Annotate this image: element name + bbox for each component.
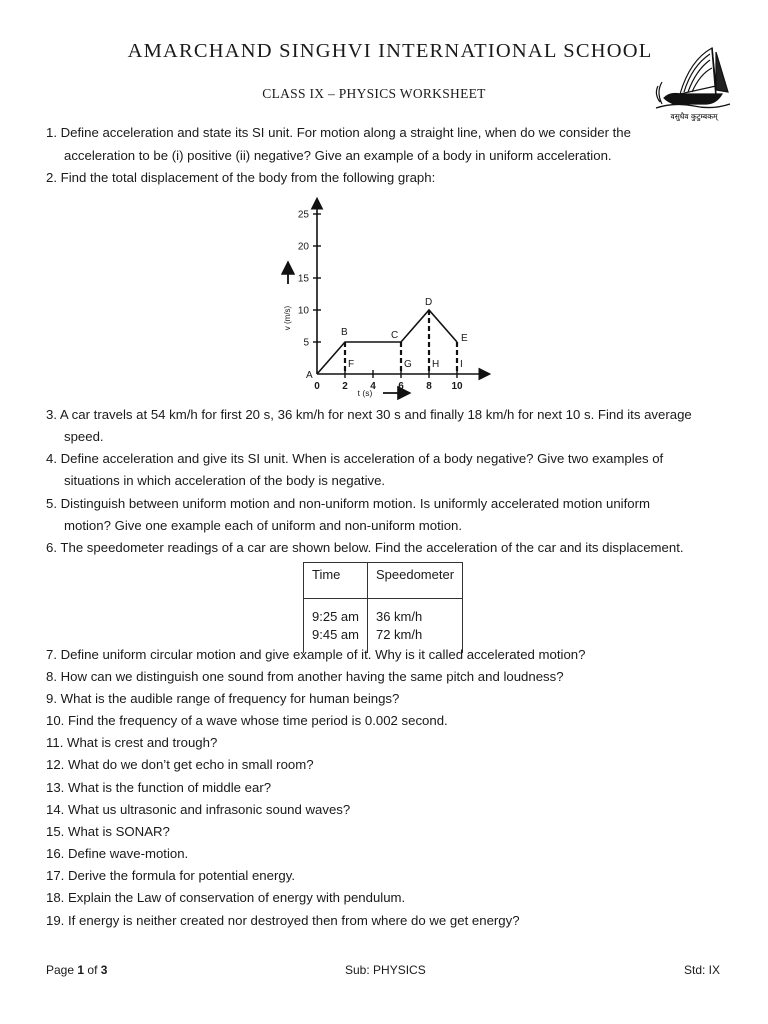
y-tick-label: 15 [297,273,309,285]
question-17: 17. Derive the formula for potential energy. [46,868,295,883]
question-18: 18. Explain the Law of conservation of energy with pendulum. [46,890,406,905]
point-label-a: A [306,370,313,381]
speedometer-table [303,562,463,653]
worksheet-title: CLASS IX – PHYSICS WORKSHEET [262,86,486,101]
table-header-row [304,563,463,599]
question-16: 16. Define wave-motion. [46,846,189,861]
y-tick-label: 20 [297,241,309,253]
school-name: AMARCHAND SINGHVI INTERNATIONAL SCHOOL [127,40,653,62]
table-header-speedometer: Speedometer [367,563,462,599]
y-tick-label: 5 [303,337,309,349]
footer-subject: Sub: PHYSICS [345,963,426,977]
logo-motto: वसुधैव कुटुम्बकम् [670,112,718,121]
page-prefix: Page [46,963,75,977]
question-12: 12. What do we don’t get echo in small room? [46,757,314,772]
point-label-e: E [461,333,468,344]
question-1-line-2: acceleration to be (i) positive (ii) negative? Give an example of a body in uniform acceleration. [64,148,612,163]
question-1-line-1: 1. Define acceleration and state its SI unit. For motion along a straight line, when do we consider the [46,125,631,140]
question-3-line-2: speed. [64,429,104,444]
y-tick-label: 10 [297,305,309,317]
table-cell-time: 9:25 am [304,599,368,628]
foot-label-h: H [432,359,440,370]
x-tick-label: 0 [314,381,320,392]
question-15: 15. What is SONAR? [46,824,170,839]
velocity-time-graph [276,196,496,408]
foot-label-i: I [460,359,463,370]
page-current: 1 [77,963,85,977]
question-9: 9. What is the audible range of frequency for human beings? [46,691,400,706]
page-of: of [87,963,98,977]
question-11: 11. What is crest and trough? [46,735,218,750]
x-tick-label: 4 [370,381,376,392]
table-cell-time: 9:45 am [304,627,368,653]
point-label-d: D [425,297,433,308]
x-tick-label: 6 [398,381,404,392]
question-4-line-1: 4. Define acceleration and give its SI unit. When is acceleration of a body negative? Give two examples of [46,451,664,466]
question-10: 10. Find the frequency of a wave whose time period is 0.002 second. [46,713,448,728]
question-13: 13. What is the function of middle ear? [46,780,272,795]
question-7: 7. Define uniform circular motion and give example of it. Why is it called accelerated motion? [46,647,586,662]
x-axis-label: t (s) [357,388,373,398]
question-8: 8. How can we distinguish one sound from another having the same pitch and loudness? [46,669,564,684]
question-14: 14. What us ultrasonic and infrasonic sound waves? [46,802,351,817]
question-5-line-2: motion? Give one example each of uniform and non-uniform motion. [64,518,463,533]
y-tick-label: 25 [297,209,309,221]
table-cell-speed: 72 km/h [367,627,462,653]
footer-standard: Std: IX [684,963,721,977]
table-cell-speed: 36 km/h [367,599,462,628]
question-6: 6. The speedometer readings of a car are shown below. Find the acceleration of the car and its displacement. [46,540,684,555]
question-3-line-1: 3. A car travels at 54 km/h for first 20 s, 36 km/h for next 30 s and finally 18 km/h for next 10 s. Find its average [46,407,692,422]
point-label-c: C [391,330,399,341]
question-19: 19. If energy is neither created nor destroyed then from where do we get energy? [46,913,520,928]
y-axis-label: v (m/s) [283,305,292,331]
x-tick-label: 2 [342,381,348,392]
question-4-line-2: situations in which acceleration of the body is negative. [64,473,386,488]
question-5-line-1: 5. Distinguish between uniform motion and non-uniform motion. Is uniformly accelerated motion uniform [46,496,650,511]
table-header-time: Time [304,563,368,599]
x-tick-label: 10 [451,381,463,392]
point-label-b: B [341,327,348,338]
question-2: 2. Find the total displacement of the body from the following graph: [46,170,436,185]
foot-label-g: G [404,359,412,370]
page-total: 3 [100,963,108,977]
foot-label-f: F [348,359,355,370]
x-tick-label: 8 [426,381,432,392]
table-row [304,599,463,628]
page-number [46,963,107,977]
school-logo [650,42,736,122]
